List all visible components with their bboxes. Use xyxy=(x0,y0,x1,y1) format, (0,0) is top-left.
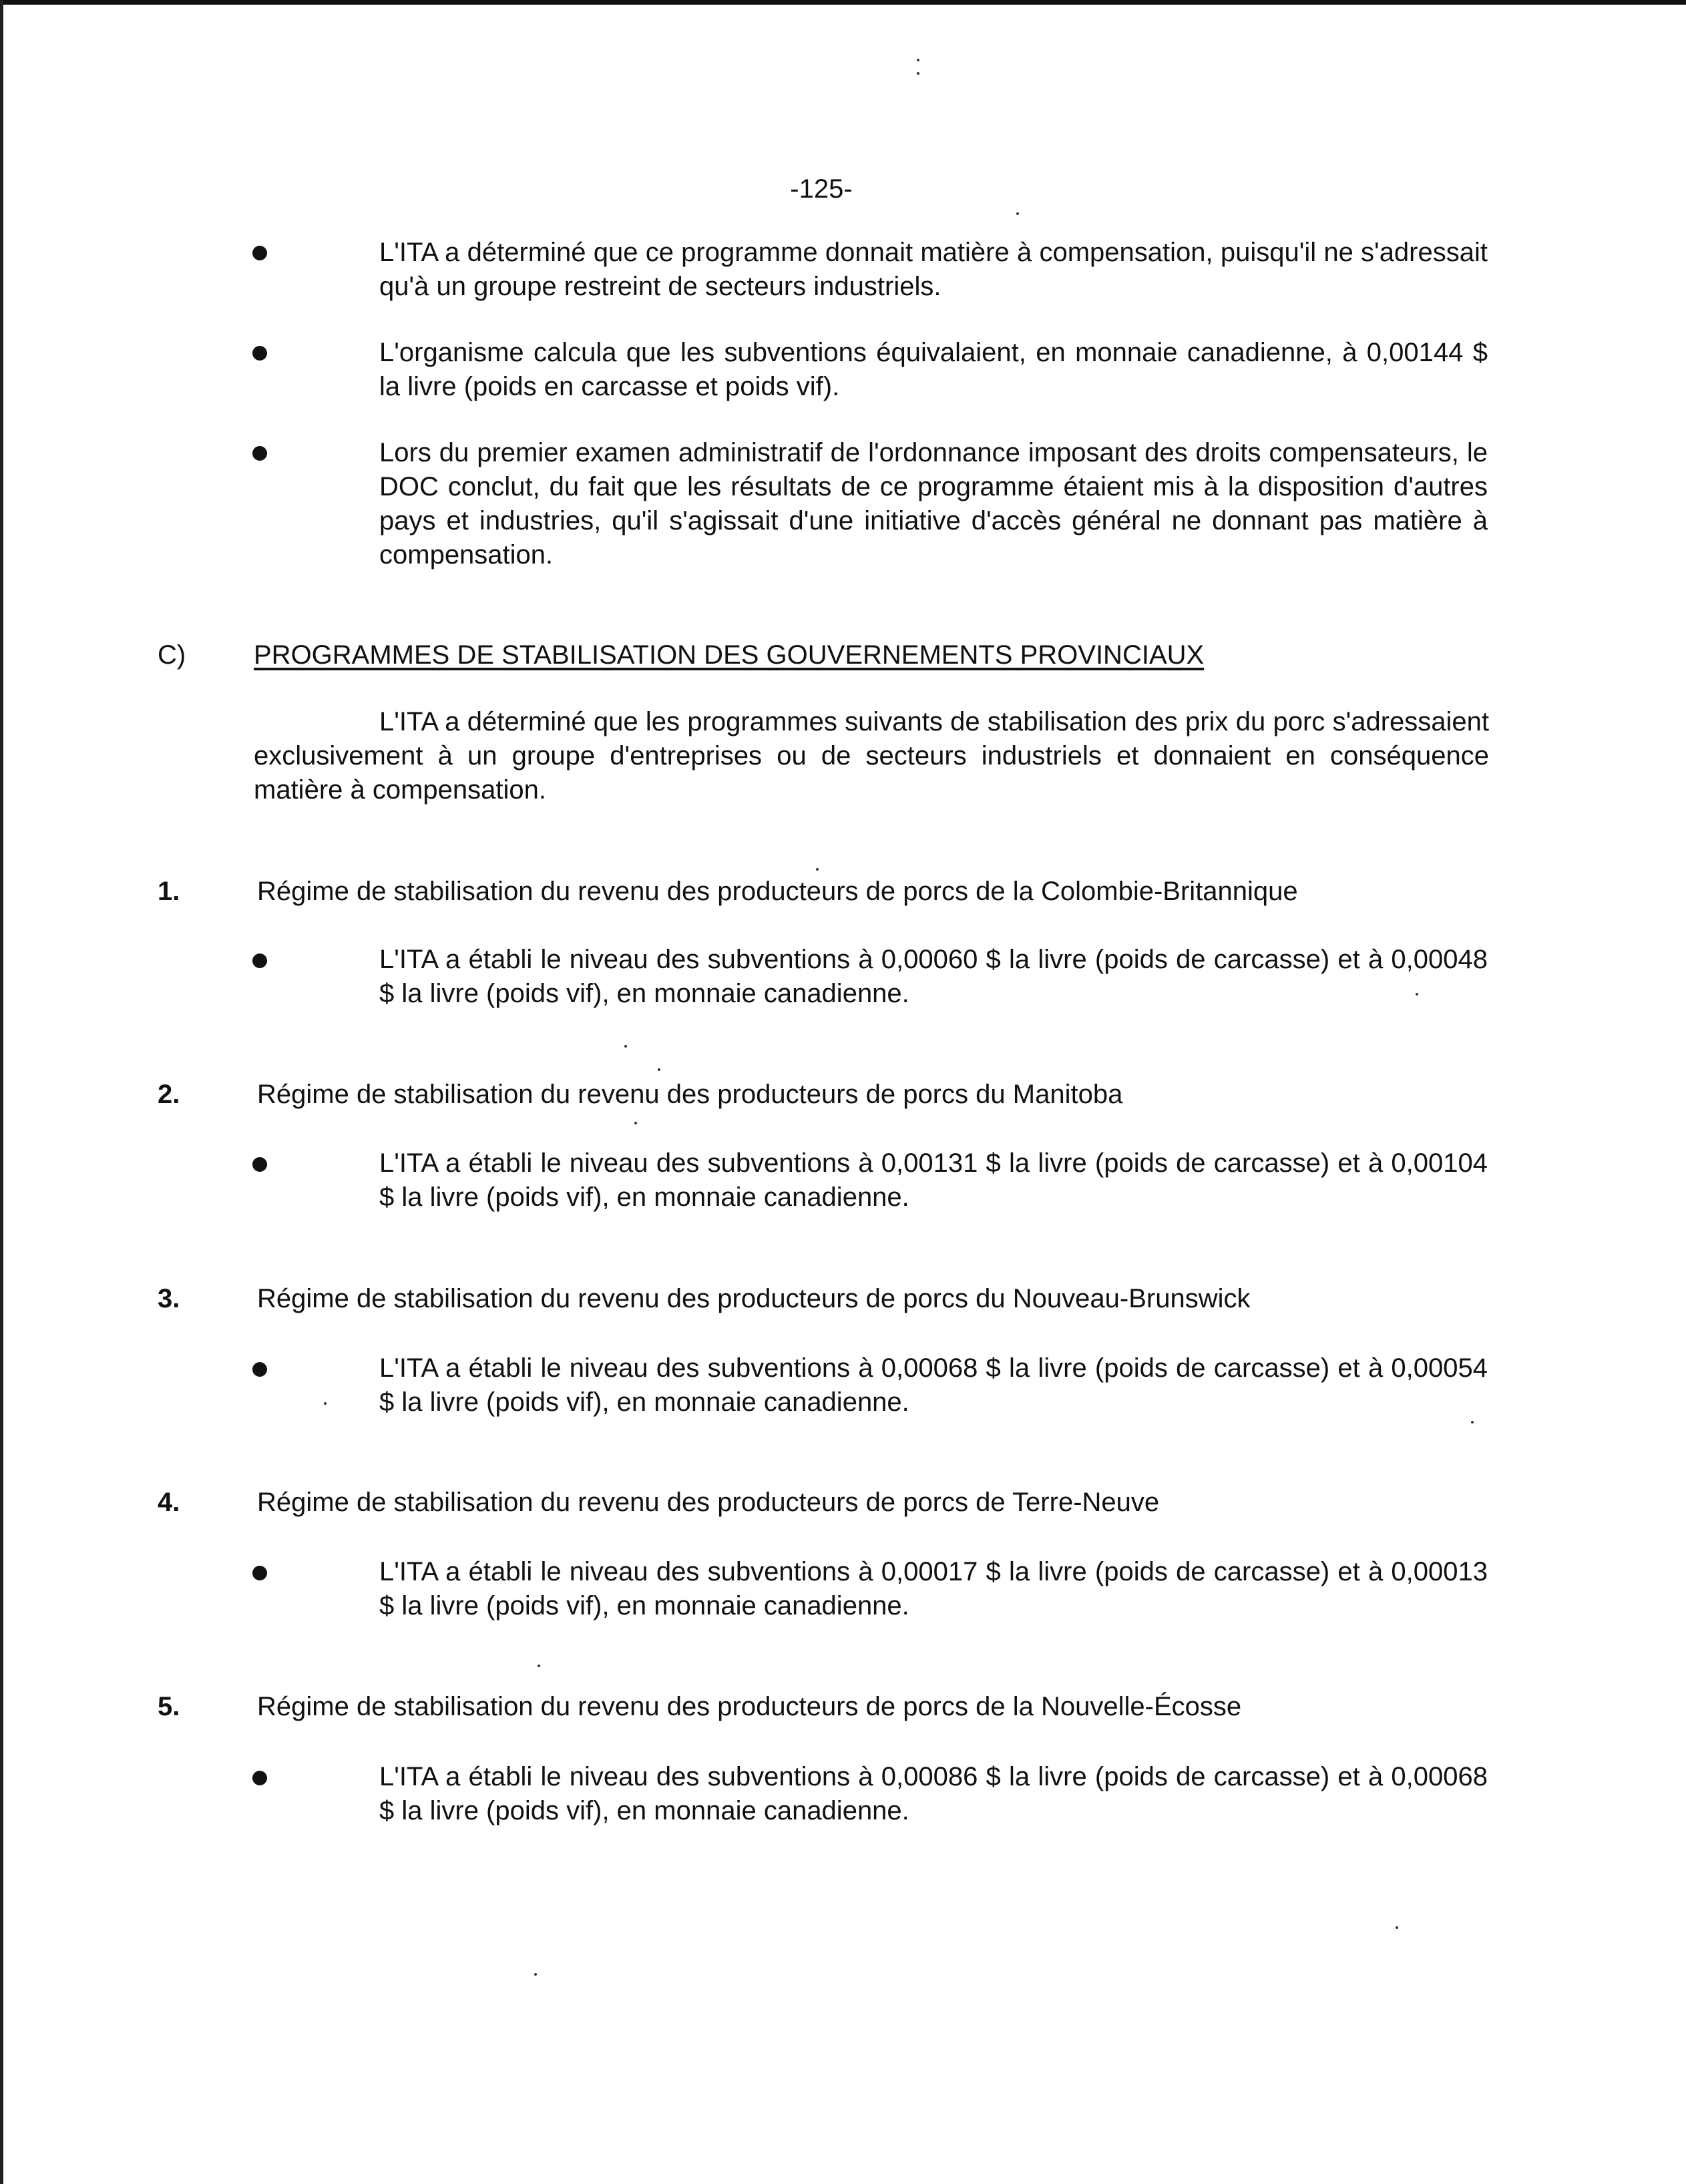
section-title: PROGRAMMES DE STABILISATION DES GOUVERNEMENTS PROVINCIAUX xyxy=(254,640,1205,670)
bullet-icon xyxy=(252,1157,267,1172)
item-title: Régime de stabilisation du revenu des producteurs de porcs de Terre-Neuve xyxy=(257,1488,1160,1517)
bullet-icon xyxy=(252,346,267,361)
scan-speck xyxy=(534,1973,537,1976)
item-bullet-text: L'ITA a établi le niveau des subventions à 0,00060 $ la livre (poids de carcasse) et à 0,00048 $ la livre (poids vif), en monnaie canadienne. xyxy=(379,945,1488,1008)
intro-bullet-text: L'ITA a déterminé que ce programme donnait matière à compensation, puisqu'il ne s'adressait qu'à un groupe restreint de secteurs industriels. xyxy=(379,238,1488,301)
bullet-icon xyxy=(252,246,267,260)
scan-speck xyxy=(917,59,919,61)
item-bullet-text: L'ITA a établi le niveau des subventions à 0,00131 $ la livre (poids de carcasse) et à 0,00104 $ la livre (poids vif), en monnaie canadienne. xyxy=(379,1148,1488,1212)
item-title: Régime de stabilisation du revenu des producteurs de porcs du Nouveau-Brunswick xyxy=(257,1284,1251,1313)
scan-speck xyxy=(917,72,919,75)
scan-speck xyxy=(658,1068,660,1071)
scan-border-top xyxy=(0,0,1686,5)
item-bullet-text: L'ITA a établi le niveau des subventions à 0,00017 $ la livre (poids de carcasse) et à 0,00013 $ la livre (poids vif), en monnaie canadienne. xyxy=(379,1557,1488,1620)
intro-bullet-text: L'organisme calcula que les subventions équivalaient, en monnaie canadienne, à 0,00144 $ la livre (poids en carcasse et poids vif). xyxy=(379,338,1488,401)
page-number: -125- xyxy=(790,174,853,204)
scan-speck xyxy=(1016,212,1019,215)
scan-speck xyxy=(624,1045,627,1048)
section-letter: C) xyxy=(158,640,186,670)
intro-bullet-text: Lors du premier examen administratif de l'ordonnance imposant des droits compensateurs, le DOC conclut, du fait que les résultats de ce programme étaient mis à la disposition d'autres pays et industries, qu'il s'agissait d'une initiative d'accès général ne donnant pas matière à compensation. xyxy=(379,438,1488,570)
item-title: Régime de stabilisation du revenu des producteurs de porcs de la Colombie-Britannique xyxy=(257,877,1298,906)
bullet-icon xyxy=(252,953,267,968)
bullet-icon xyxy=(252,1362,267,1377)
item-number: 4. xyxy=(158,1488,180,1517)
scan-speck xyxy=(634,1122,637,1124)
bullet-icon xyxy=(252,1566,267,1580)
item-bullet-text: L'ITA a établi le niveau des subventions à 0,00068 $ la livre (poids de carcasse) et à 0,00054 $ la livre (poids vif), en monnaie canadienne. xyxy=(379,1353,1488,1417)
section-paragraph: L'ITA a déterminé que les programmes suivants de stabilisation des prix du porc s'adressaient exclusivement à un groupe d'entreprises ou de secteurs industriels et donnaient en conséquence matière à compensation. xyxy=(254,707,1489,805)
item-number: 2. xyxy=(158,1080,180,1109)
scan-speck xyxy=(538,1665,540,1667)
item-title: Régime de stabilisation du revenu des producteurs de porcs de la Nouvelle-Écosse xyxy=(257,1692,1242,1721)
scan-speck xyxy=(324,1402,327,1405)
item-bullet-text: L'ITA a établi le niveau des subventions à 0,00086 $ la livre (poids de carcasse) et à 0,00068 $ la livre (poids vif), en monnaie canadienne. xyxy=(379,1762,1488,1825)
scan-speck xyxy=(1471,1421,1474,1424)
scan-speck xyxy=(1396,1926,1398,1929)
scan-speck xyxy=(816,868,819,871)
item-number: 3. xyxy=(158,1284,180,1313)
bullet-icon xyxy=(252,446,267,461)
bullet-icon xyxy=(252,1771,267,1785)
scan-border-left xyxy=(0,0,3,2184)
item-number: 5. xyxy=(158,1692,180,1721)
item-number: 1. xyxy=(158,877,180,906)
item-title: Régime de stabilisation du revenu des producteurs de porcs du Manitoba xyxy=(257,1080,1123,1109)
